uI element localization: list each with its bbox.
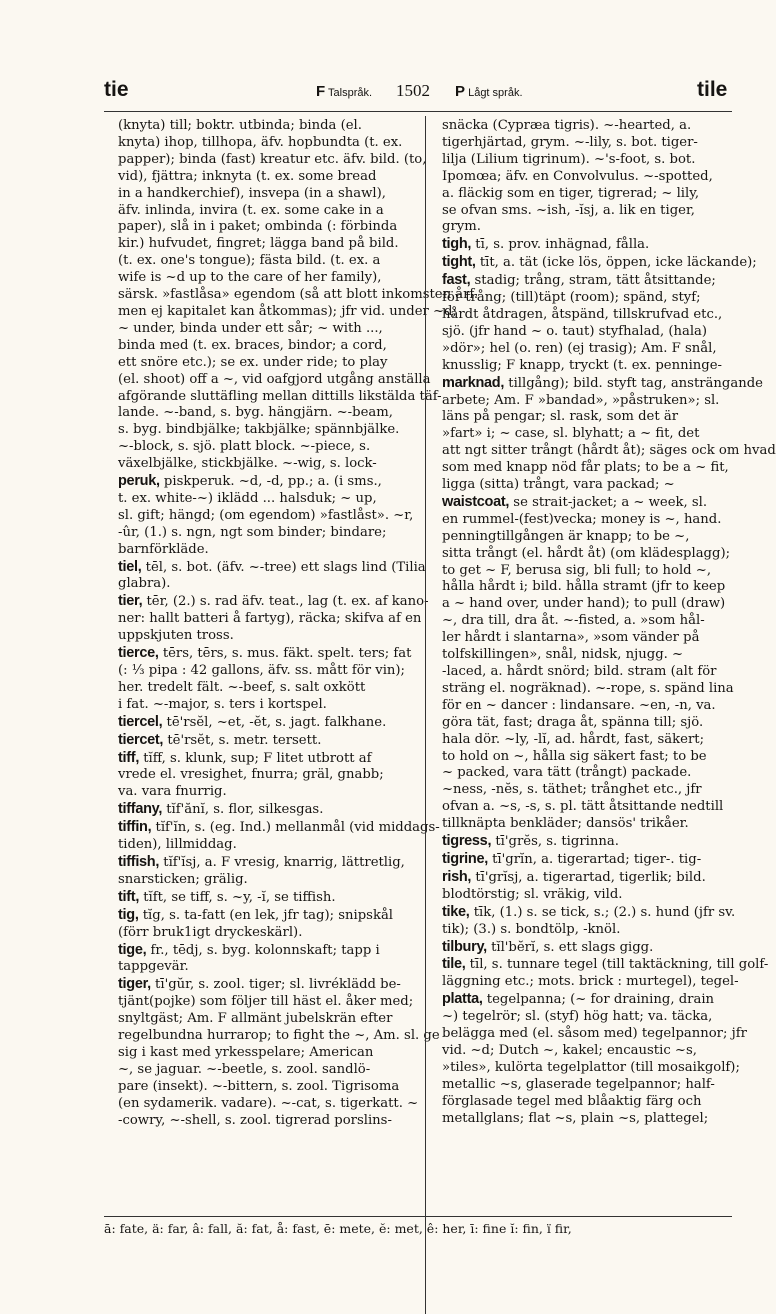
dictionary-line: tilbury, tĭl'bĕrĭ, s. ett slags gigg. bbox=[442, 938, 654, 955]
dictionary-line: knyta) ihop, tillhopa, äfv. hopbundta (t. ex. bbox=[118, 134, 403, 150]
dictionary-line: Ipomœa; äfv. en Convolvulus. ~-spotted, bbox=[442, 168, 713, 184]
dictionary-line: lilja (Lilium tigrinum). ~'s-foot, s. bot. bbox=[442, 151, 696, 167]
dictionary-line: pare (insekt). ~-bittern, s. zool. Tigrisoma bbox=[118, 1078, 400, 1094]
dictionary-line: grym. bbox=[442, 219, 481, 235]
dictionary-line: barnförkläde. bbox=[118, 541, 209, 557]
dictionary-line: tiffin, tĭf'ĭn, s. (eg. Ind.) mellanmål (vid middags- bbox=[118, 819, 440, 836]
lagt-sprak-label: Lågt språk. bbox=[468, 87, 523, 99]
dictionary-line: snyltgäst; Am. F allmänt jubelskrän efter bbox=[118, 1011, 393, 1027]
dictionary-line: to get ~ F, berusa sig, bli full; to hold ~, bbox=[442, 562, 712, 578]
dictionary-line: fast, stadig; trång, stram, tätt åtsittande; bbox=[442, 272, 716, 289]
headword: tift, bbox=[118, 888, 140, 905]
dictionary-line: hårdt åtdragen, åtspänd, tillskrufvad etc., bbox=[442, 306, 723, 322]
dictionary-line: växelbjälke, stickbjälke. ~-wig, s. lock- bbox=[118, 456, 377, 472]
dictionary-line: knusslig; F knapp, tryckt (t. ex. penninge- bbox=[442, 357, 723, 373]
headword: tiercel, bbox=[118, 713, 163, 730]
dictionary-line: a ~ hand over, under hand); to pull (draw) bbox=[442, 596, 726, 612]
dictionary-line: va. vara fnurrig. bbox=[118, 784, 227, 800]
headword: tile, bbox=[442, 956, 466, 973]
dictionary-line: att ngt sitter trångt (hårdt åt); säges ock om hvad bbox=[442, 443, 776, 459]
lagt-sprak-mark: P bbox=[455, 83, 466, 100]
dictionary-line: sjö. (jfr hand ~ o. taut) styfhalad, (hala) bbox=[442, 323, 708, 339]
dictionary-line: tierce, tērs, tērs, s. mus. fäkt. spelt. ters; fat bbox=[118, 645, 412, 662]
dictionary-line: metallglans; flat ~s, plain ~s, plattegel; bbox=[442, 1110, 709, 1126]
headword: fast, bbox=[442, 272, 471, 289]
dictionary-line: in a handkerchief), insvepa (in a shawl), bbox=[118, 185, 386, 201]
headword: rish, bbox=[442, 868, 472, 885]
dictionary-line: göra tät, fast; draga åt, spänna till; sjö. bbox=[442, 714, 704, 730]
dictionary-line: uppskjuten tross. bbox=[118, 628, 234, 644]
dictionary-line: vid. ~d; Dutch ~, kakel; encaustic ~s, bbox=[442, 1042, 697, 1058]
dictionary-line: ligga (sitta) trångt, vara packad; ~ bbox=[442, 477, 675, 493]
dictionary-line: tiger, tī'gŭr, s. zool. tiger; sl. livréklädd be- bbox=[118, 976, 401, 993]
headword: platta, bbox=[442, 991, 483, 1008]
page-number: 1502 bbox=[396, 81, 430, 100]
dictionary-line: marknad, tillgång); bild. styft tag, ansträngande bbox=[442, 374, 763, 391]
dictionary-line: (t. ex. one's tongue); fästa bild. (t. ex. a bbox=[118, 253, 381, 269]
dictionary-line: belägga med (el. såsom med) tegelpannor; jfr bbox=[442, 1026, 747, 1042]
dictionary-line: tappgevär. bbox=[118, 959, 189, 975]
dictionary-line: ~) tegelrör; sl. (styf) hög hatt; va. täcka, bbox=[442, 1009, 713, 1025]
dictionary-line: tiff, tĭff, s. klunk, sup; F litet utbrott af bbox=[118, 749, 372, 766]
dictionary-line: to hold on ~, hålla sig säkert fast; to be bbox=[442, 748, 707, 764]
dictionary-line: tolfskillingen», snål, nidsk, njugg. ~ bbox=[442, 647, 684, 663]
dictionary-line: sitta trångt (el. hårdt åt) (om klädesplagg); bbox=[442, 545, 731, 561]
headword: tilbury, bbox=[442, 938, 487, 955]
dictionary-line: -cowry, ~-shell, s. zool. tigrerad porslins- bbox=[118, 1112, 392, 1128]
headword: tier, bbox=[118, 593, 143, 610]
right-column bbox=[442, 118, 776, 1127]
dictionary-line: tiffish, tĭf'ĭsj, a. F vresig, knarrig, lättretlig, bbox=[118, 853, 405, 870]
dictionary-line: tier, tēr, (2.) s. rad äfv. teat., lag (t. ex. af kano- bbox=[118, 593, 429, 610]
dictionary-line: (knyta) till; boktr. utbinda; binda (el. bbox=[118, 118, 362, 133]
dictionary-line: tig, tĭg, s. ta-fatt (en lek, jfr tag); snipskål bbox=[118, 906, 394, 923]
dictionary-line: lande. ~-band, s. byg. hängjärn. ~-beam, bbox=[118, 405, 393, 421]
talsprak-note bbox=[316, 83, 372, 100]
dictionary-line: äfv. inlinda, invira (t. ex. some cake in a bbox=[118, 202, 384, 218]
dictionary-line: binda med (t. ex. braces, bindor; a cord, bbox=[118, 337, 387, 353]
dictionary-line: förglasade tegel med blåaktig färg och bbox=[442, 1093, 702, 1109]
headword: tiel, bbox=[118, 558, 142, 575]
dictionary-line: tigrine, tī'grĭn, a. tigerartad; tiger-. tig- bbox=[442, 850, 702, 867]
talsprak-label: Talspråk. bbox=[328, 87, 373, 99]
dictionary-line: ~ness, -nĕs, s. täthet; trånghet etc., jfr bbox=[442, 782, 702, 798]
headword: tiercet, bbox=[118, 731, 164, 748]
dictionary-line: i fat. ~-major, s. ters i kortspel. bbox=[118, 696, 327, 712]
dictionary-line: (: ⅓ pipa : 42 gallons, äfv. ss. mått för vin); bbox=[118, 663, 405, 678]
dictionary-line: platta, tegelpanna; (~ for draining, drain bbox=[442, 991, 715, 1008]
dictionary-line: sträng el. nogräknad). ~-rope, s. spänd lina bbox=[442, 680, 734, 696]
headword: waistcoat, bbox=[442, 493, 510, 510]
dictionary-line: glabra). bbox=[118, 576, 171, 592]
headword: tigress, bbox=[442, 833, 492, 850]
dictionary-line: tillknäpta benkläder; dansös' trikåer. bbox=[442, 816, 689, 832]
dictionary-line: her. tredelt fält. ~-beef, s. salt oxkött bbox=[118, 679, 366, 695]
headword: tige, bbox=[118, 941, 147, 958]
dictionary-line: blodtörstig; sl. vräkig, vild. bbox=[442, 886, 623, 902]
dictionary-line: wife is ~d up to the care of her family), bbox=[118, 270, 382, 286]
dictionary-line: hala dör. ~ly, -lĭ, ad. hårdt, fast, säkert; bbox=[442, 731, 705, 747]
dictionary-line: »tiles», kulörta tegelplattor (till mosaikgolf); bbox=[442, 1059, 740, 1075]
dictionary-line: a. fläckig som en tiger, tigrerad; ~ lily, bbox=[442, 185, 700, 201]
dictionary-line: metallic ~s, glaserade tegelpannor; half- bbox=[442, 1076, 715, 1092]
dictionary-line: för trång; (till)täpt (room); spänd, styf; bbox=[442, 290, 701, 306]
headword: tight, bbox=[442, 254, 476, 271]
dictionary-line: ~ under, binda under ett sår; ~ with ..., bbox=[118, 320, 383, 336]
dictionary-line: tiden), lillmiddag. bbox=[118, 837, 237, 853]
dictionary-line: arbete; Am. F »bandad», »påstruken»; sl. bbox=[442, 392, 720, 408]
dictionary-line: (el. shoot) off a ~, vid oafgjord utgång anställa bbox=[118, 371, 431, 387]
dictionary-line: ~, se jaguar. ~-beetle, s. zool. sandlö- bbox=[118, 1061, 371, 1077]
dictionary-line: tigerhjärtad, grym. ~-lily, s. bot. tiger- bbox=[442, 134, 698, 150]
dictionary-line: se ofvan sms. ~ish, -ĭsj, a. lik en tiger, bbox=[442, 202, 695, 218]
dictionary-line: t. ex. white-~) iklädd ... halsduk; ~ up, bbox=[118, 490, 377, 506]
lagt-sprak-note bbox=[455, 83, 523, 100]
dictionary-line: tiel, tēl, s. bot. (äfv. ~-tree) ett slags lind (Tilia bbox=[118, 558, 426, 575]
pronunciation-key: ā: fate, ä: far, â: fall, ă: fat, å: fast, ē: mete, ĕ: met, ê: her, ī: fine ĭ: fin, ï fir, bbox=[104, 1221, 572, 1236]
dictionary-line: vid), fjättra; inknyta (t. ex. some bread bbox=[118, 168, 377, 184]
dictionary-line: läns på pengar; sl. rask, som det är bbox=[442, 409, 678, 425]
headword: tig, bbox=[118, 906, 139, 923]
dictionary-line: kir.) hufvudet, fingret; lägga band på bild. bbox=[118, 236, 399, 252]
dictionary-line: tift, tĭft, se tiff, s. ~y, -ĭ, se tiffish. bbox=[118, 888, 336, 905]
dictionary-line: -ûr, (1.) s. ngn, ngt som binder; bindare; bbox=[118, 524, 387, 540]
dictionary-line: tiercet, tē'rsĕt, s. metr. tersett. bbox=[118, 731, 322, 748]
headword: tiffany, bbox=[118, 801, 163, 818]
headword: marknad, bbox=[442, 374, 505, 391]
dictionary-line: »dör»; hel (o. ren) (ej trasig); Am. F snål, bbox=[442, 340, 717, 356]
page-header bbox=[0, 78, 768, 108]
dictionary-line: som med knapp nöd får plats; to be a ~ fit, bbox=[442, 460, 729, 476]
dictionary-line: tigress, tī'grĕs, s. tigrinna. bbox=[442, 833, 619, 850]
dictionary-line: waistcoat, se strait-jacket; a ~ week, sl. bbox=[442, 493, 708, 510]
dictionary-line: tile, tīl, s. tunnare tegel (till taktäckning, till golf- bbox=[442, 956, 769, 973]
headword: tiger, bbox=[118, 976, 151, 993]
dictionary-line: tigh, tī, s. prov. inhägnad, fålla. bbox=[442, 236, 650, 253]
headword: tierce, bbox=[118, 645, 159, 662]
dictionary-line: sl. gift; hängd; (om egendom) »fastlåst». ~r, bbox=[118, 507, 414, 523]
dictionary-line: s. byg. bindbjälke; takbjälke; spännbjälke. bbox=[118, 422, 400, 438]
dictionary-line: snäcka (Cypræa tigris). ~-hearted, a. bbox=[442, 118, 692, 133]
guide-word-left: tie bbox=[104, 78, 129, 101]
dictionary-line: -laced, a. hårdt snörd; bild. stram (alt för bbox=[442, 664, 717, 679]
dictionary-line: tiercel, tē'rsĕl, ~et, -ĕt, s. jagt. falkhane. bbox=[118, 713, 387, 730]
column-divider bbox=[425, 116, 426, 1314]
dictionary-line: (förr bruk1igt dryckeskärl). bbox=[118, 924, 303, 940]
dictionary-line: afgörande sluttäfling mellan dittills likstälda täf- bbox=[118, 388, 442, 404]
guide-word-right: tile bbox=[697, 78, 728, 101]
dictionary-line: peruk, piskperuk. ~d, -d, pp.; a. (i sms., bbox=[118, 473, 382, 490]
dictionary-line: penningtillgången är knapp; to be ~, bbox=[442, 528, 690, 544]
dictionary-line: särsk. »fastlåsa» egendom (så att blott inkomsten årf. bbox=[118, 287, 479, 303]
dictionary-line: tight, tīt, a. tät (icke lös, öppen, icke läckande); bbox=[442, 254, 757, 271]
headword: tiff, bbox=[118, 749, 140, 766]
dictionary-line: ett snöre etc.); se ex. under ride; to play bbox=[118, 354, 388, 370]
dictionary-line: tige, fr., tēdj, s. byg. kolonnskaft; tapp i bbox=[118, 941, 380, 958]
dictionary-line: ~-block, s. sjö. platt block. ~-piece, s. bbox=[118, 439, 371, 455]
headword: tigrine, bbox=[442, 850, 488, 867]
dictionary-line: regelbundna hurrarop; to fight the ~, Am. sl. ge bbox=[118, 1028, 440, 1044]
headword: peruk, bbox=[118, 473, 160, 490]
talsprak-mark: F bbox=[316, 83, 326, 100]
footer-rule bbox=[104, 1216, 732, 1217]
dictionary-line: rish, tī'grĭsj, a. tigerartad, tigerlik; bild. bbox=[442, 868, 706, 885]
dictionary-line: men ej kapitalet kan åtkommas); jfr vid. under ~d; bbox=[118, 303, 457, 319]
dictionary-line: läggning etc.; mots. brick : murtegel), tegel- bbox=[442, 974, 739, 990]
dictionary-line: ~ packed, vara tätt (trångt) packade. bbox=[442, 765, 692, 781]
dictionary-line: ner: hallt batteri å fartyg), räcka; skifva af en bbox=[118, 611, 422, 627]
dictionary-line: snarsticken; grälig. bbox=[118, 871, 248, 887]
headword: tiffin, bbox=[118, 819, 152, 836]
dictionary-line: en rummel-(fest)vecka; money is ~, hand. bbox=[442, 511, 722, 527]
dictionary-line: sig i kast med yrkesspelare; American bbox=[118, 1044, 374, 1060]
header-rule bbox=[104, 111, 732, 112]
dictionary-line: tike, tīk, (1.) s. se tick, s.; (2.) s. hund (jfr sv. bbox=[442, 903, 736, 920]
dictionary-line: paper), slå in i paket; ombinda (: förbinda bbox=[118, 219, 398, 235]
dictionary-line: (en sydamerik. vadare). ~-cat, s. tigerkatt. ~ bbox=[118, 1095, 419, 1111]
dictionary-line: papper); binda (fast) kreatur etc. äfv. bild. (to, bbox=[118, 151, 427, 167]
headword: tigh, bbox=[442, 236, 472, 253]
dictionary-line: vrede el. vresighet, fnurra; gräl, gnabb; bbox=[118, 767, 384, 783]
dictionary-line: ler hårdt i slantarna», »som vänder på bbox=[442, 630, 700, 646]
dictionary-line: hålla hårdt i; bild. hålla stramt (jfr to keep bbox=[442, 579, 726, 595]
headword: tike, bbox=[442, 903, 470, 920]
dictionary-line: ofvan a. ~s, -s, s. pl. tätt åtsittande nedtill bbox=[442, 799, 724, 815]
dictionary-line: tjänt(pojke) som följer till häst el. åker med; bbox=[118, 994, 414, 1010]
dictionary-line: tik); (3.) s. bondtölp, -knöl. bbox=[442, 921, 621, 937]
headword: tiffish, bbox=[118, 853, 160, 870]
dictionary-line: tiffany, tĭf'ănĭ, s. flor, silkesgas. bbox=[118, 801, 324, 818]
dictionary-line: ~, dra till, dra åt. ~-fisted, a. »som hål- bbox=[442, 613, 705, 629]
dictionary-line: för en ~ dancer : lindansare. ~en, -n, va. bbox=[442, 697, 716, 713]
dictionary-line: »fart» i; ~ case, sl. blyhatt; a ~ fit, det bbox=[442, 426, 700, 442]
